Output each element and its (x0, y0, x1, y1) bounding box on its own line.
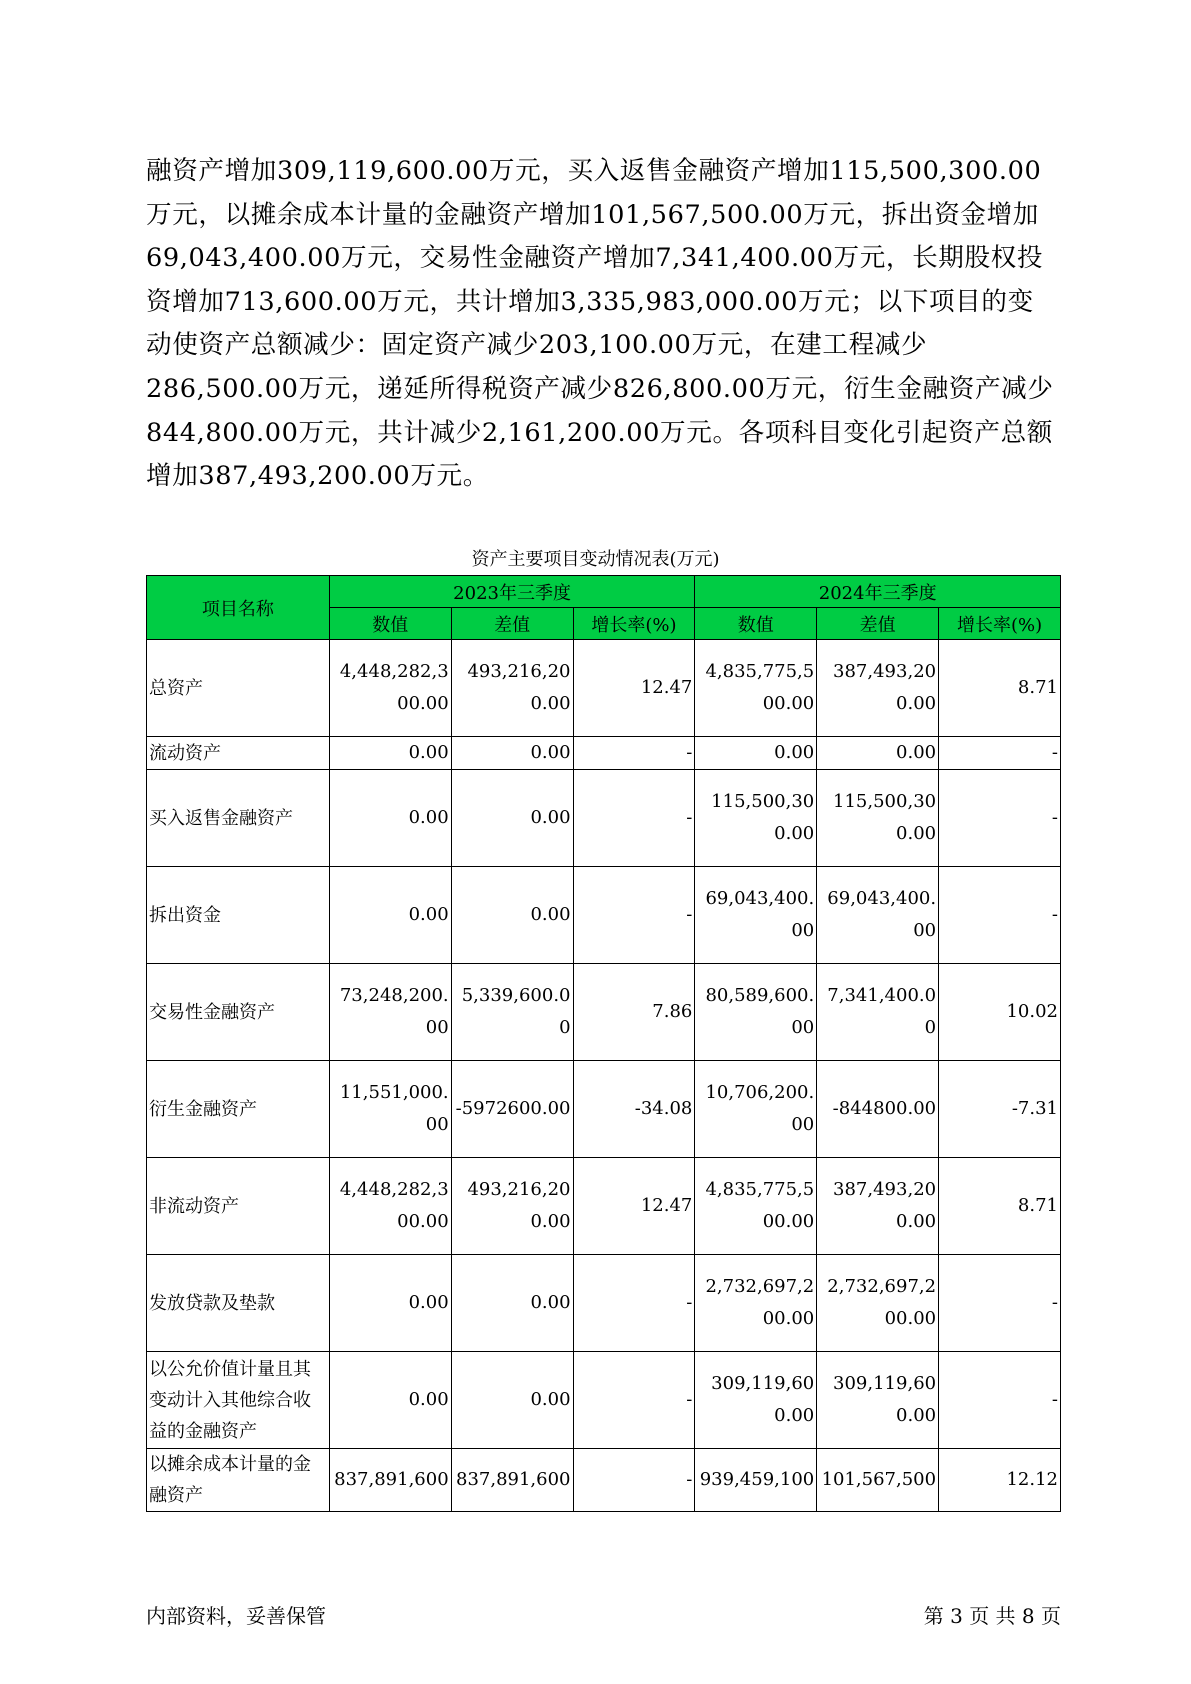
growth-2024: 12.12 (939, 1449, 1061, 1512)
row-name: 总资产 (147, 640, 330, 737)
diff-2024: 101,567,500 (817, 1449, 939, 1512)
diff-2023: 493,216,200.00 (451, 1158, 573, 1255)
value-2024: 939,459,100 (695, 1449, 817, 1512)
value-2024: 309,119,600.00 (695, 1352, 817, 1449)
value-2023: 0.00 (329, 737, 451, 770)
diff-2024: 387,493,200.00 (817, 1158, 939, 1255)
diff-2024: 309,119,600.00 (817, 1352, 939, 1449)
header-period-2024: 2024年三季度 (695, 576, 1061, 608)
growth-2024: - (939, 770, 1061, 867)
diff-2024: 69,043,400.00 (817, 867, 939, 964)
diff-2023: 0.00 (451, 1255, 573, 1352)
value-2023: 4,448,282,300.00 (329, 1158, 451, 1255)
row-name: 以公允价值计量且其变动计入其他综合收益的金融资产 (147, 1352, 330, 1449)
header-growth-2024: 增长率(%) (939, 608, 1061, 640)
diff-2023: -5972600.00 (451, 1061, 573, 1158)
header-period-2023: 2023年三季度 (329, 576, 695, 608)
header-growth-2023: 增长率(%) (573, 608, 695, 640)
growth-2024: 8.71 (939, 1158, 1061, 1255)
growth-2023: - (573, 770, 695, 867)
growth-2023: - (573, 737, 695, 770)
growth-2023: - (573, 1449, 695, 1512)
diff-2023: 0.00 (451, 867, 573, 964)
diff-2024: 387,493,200.00 (817, 640, 939, 737)
table-row (147, 1061, 1061, 1158)
table-row (147, 737, 1061, 770)
value-2024: 69,043,400.00 (695, 867, 817, 964)
footer-confidential-note: 内部资料，妥善保管 (146, 1604, 326, 1628)
growth-2024: 10.02 (939, 964, 1061, 1061)
value-2024: 2,732,697,200.00 (695, 1255, 817, 1352)
row-name: 拆出资金 (147, 867, 330, 964)
table-row (147, 964, 1061, 1061)
diff-2023: 0.00 (451, 770, 573, 867)
growth-2023: 12.47 (573, 640, 695, 737)
body-paragraph: 融资产增加309,119,600.00万元，买入返售金融资产增加115,500,300.00万元，以摊余成本计量的金融资产增加101,567,500.00万元，拆出资金增加69,043,400.00万元，交易性金融资产增加7,341,400.00万元，长期股权投资增加713,600.00万元，共计增加3,335,983,000.00万元；以下项目的变动使资产总额减少：固定资产减少203,100.00万元，在建工程减少286,500.00万元，递延所得税资产减少826,800.00万元，衍生金融资产减少844,800.00万元，共计减少2,161,200.00万元。各项科目变化引起资产总额增加387,493,200.00万元。 (146, 156, 1054, 492)
growth-2024: - (939, 1255, 1061, 1352)
header-item-name: 项目名称 (147, 576, 330, 640)
row-name: 非流动资产 (147, 1158, 330, 1255)
diff-2023: 493,216,200.00 (451, 640, 573, 737)
row-name: 衍生金融资产 (147, 1061, 330, 1158)
growth-2023: - (573, 867, 695, 964)
growth-2023: 7.86 (573, 964, 695, 1061)
diff-2024: 2,732,697,200.00 (817, 1255, 939, 1352)
table-row (147, 1255, 1061, 1352)
growth-2023: - (573, 1352, 695, 1449)
diff-2024: 7,341,400.00 (817, 964, 939, 1061)
diff-2024: 115,500,300.00 (817, 770, 939, 867)
table-row (147, 770, 1061, 867)
growth-2023: - (573, 1255, 695, 1352)
table-row (147, 1352, 1061, 1449)
diff-2023: 837,891,600 (451, 1449, 573, 1512)
growth-2023: 12.47 (573, 1158, 695, 1255)
diff-2024: -844800.00 (817, 1061, 939, 1158)
value-2023: 0.00 (329, 867, 451, 964)
row-name: 流动资产 (147, 737, 330, 770)
value-2023: 0.00 (329, 770, 451, 867)
diff-2023: 0.00 (451, 1352, 573, 1449)
diff-2023: 5,339,600.00 (451, 964, 573, 1061)
asset-change-table (146, 575, 1061, 1512)
value-2023: 73,248,200.00 (329, 964, 451, 1061)
table-row (147, 867, 1061, 964)
header-value-2024: 数值 (695, 608, 817, 640)
header-diff-2023: 差值 (451, 608, 573, 640)
value-2024: 115,500,300.00 (695, 770, 817, 867)
value-2023: 0.00 (329, 1352, 451, 1449)
value-2023: 0.00 (329, 1255, 451, 1352)
table-row (147, 1449, 1061, 1512)
row-name: 以摊余成本计量的金融资产 (147, 1449, 330, 1512)
row-name: 交易性金融资产 (147, 964, 330, 1061)
row-name: 买入返售金融资产 (147, 770, 330, 867)
diff-2024: 0.00 (817, 737, 939, 770)
growth-2024: - (939, 867, 1061, 964)
table-row (147, 1158, 1061, 1255)
growth-2024: - (939, 1352, 1061, 1449)
value-2023: 4,448,282,300.00 (329, 640, 451, 737)
growth-2024: 8.71 (939, 640, 1061, 737)
value-2024: 4,835,775,500.00 (695, 640, 817, 737)
value-2024: 0.00 (695, 737, 817, 770)
diff-2023: 0.00 (451, 737, 573, 770)
table-row (147, 640, 1061, 737)
table-caption: 资产主要项目变动情况表(万元) (471, 549, 720, 570)
row-name: 发放贷款及垫款 (147, 1255, 330, 1352)
value-2024: 4,835,775,500.00 (695, 1158, 817, 1255)
header-diff-2024: 差值 (817, 608, 939, 640)
value-2024: 10,706,200.00 (695, 1061, 817, 1158)
value-2023: 11,551,000.00 (329, 1061, 451, 1158)
header-value-2023: 数值 (329, 608, 451, 640)
footer-page-number: 第 3 页 共 8 页 (923, 1604, 1061, 1628)
growth-2023: -34.08 (573, 1061, 695, 1158)
growth-2024: - (939, 737, 1061, 770)
value-2024: 80,589,600.00 (695, 964, 817, 1061)
value-2023: 837,891,600 (329, 1449, 451, 1512)
growth-2024: -7.31 (939, 1061, 1061, 1158)
